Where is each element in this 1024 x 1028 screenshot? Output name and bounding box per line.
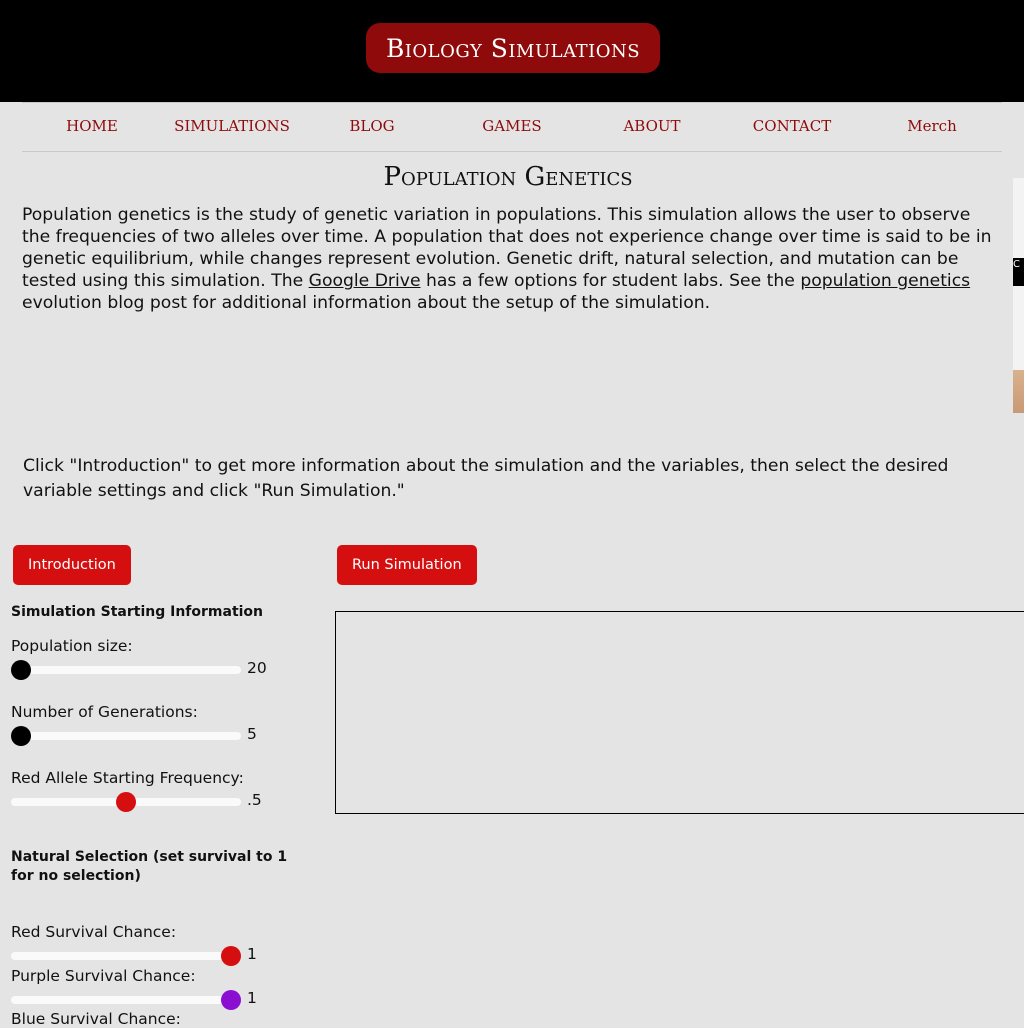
nav-home[interactable]: HOME: [66, 117, 118, 135]
side-ad[interactable]: [1013, 178, 1024, 413]
purple-survival-label: Purple Survival Chance:: [11, 967, 196, 985]
intro-text-2: has a few options for student labs. See the: [420, 271, 801, 291]
red-allele-frequency-value: .5: [247, 791, 262, 809]
nav-games[interactable]: GAMES: [482, 117, 542, 135]
red-allele-frequency-slider[interactable]: [11, 798, 241, 806]
side-ad-image: [1013, 370, 1024, 413]
simulation-canvas: [335, 611, 1024, 814]
generations-value: 5: [247, 725, 257, 743]
purple-survival-slider[interactable]: [11, 996, 241, 1004]
starting-info-heading: Simulation Starting Information: [11, 604, 264, 620]
population-size-value: 20: [247, 659, 267, 677]
population-size-label: Population size:: [11, 637, 133, 655]
run-simulation-button[interactable]: Run Simulation: [337, 545, 477, 585]
red-allele-frequency-label: Red Allele Starting Frequency:: [11, 769, 244, 787]
nav-merch[interactable]: Merch: [907, 117, 957, 135]
page-title: Population Genetics: [383, 162, 633, 192]
red-survival-label: Red Survival Chance:: [11, 923, 177, 941]
side-ad-label: C: [1013, 258, 1024, 286]
red-survival-value: 1: [247, 945, 257, 963]
population-size-slider[interactable]: [11, 666, 241, 674]
top-banner: [0, 0, 1024, 102]
red-survival-slider[interactable]: [11, 952, 241, 960]
generations-thumb[interactable]: [11, 726, 31, 746]
nav-blog[interactable]: BLOG: [349, 117, 395, 135]
population-genetics-link[interactable]: population genetics: [800, 271, 971, 291]
natural-selection-heading: Natural Selection (set survival to 1 for no selection): [11, 849, 288, 884]
site-brand[interactable]: Biology Simulations: [366, 23, 660, 73]
instructions-text: Click "Introduction" to get more information about the simulation and the variables, then select the desired variable settings and click "Run Simulation.": [23, 456, 949, 501]
population-size-thumb[interactable]: [11, 660, 31, 680]
main-nav: [22, 102, 1002, 152]
intro-text-1: Population genetics is the study of genetic variation in populations. This simulation allows the user to observe the frequencies of two alleles over time. A population that does not experience change over time is said to be in genetic equilibrium, while changes represent evolution. Genetic drift, natural selection, and mutation can be tested using this simulation. The: [22, 205, 992, 291]
purple-survival-thumb[interactable]: [221, 990, 241, 1010]
nav-contact[interactable]: CONTACT: [752, 117, 832, 135]
nav-about[interactable]: ABOUT: [623, 117, 681, 135]
introduction-button[interactable]: Introduction: [13, 545, 131, 585]
red-allele-frequency-thumb[interactable]: [116, 792, 136, 812]
nav-simulations[interactable]: SIMULATIONS: [174, 117, 290, 135]
blue-survival-label: Blue Survival Chance:: [11, 1010, 181, 1028]
red-survival-thumb[interactable]: [221, 946, 241, 966]
generations-label: Number of Generations:: [11, 703, 198, 721]
purple-survival-value: 1: [247, 989, 257, 1007]
intro-text-3: evolution blog post for additional information about the setup of the simulation.: [22, 293, 711, 313]
google-drive-link[interactable]: Google Drive: [308, 271, 421, 291]
intro-paragraph: [22, 204, 1000, 314]
generations-slider[interactable]: [11, 732, 241, 740]
